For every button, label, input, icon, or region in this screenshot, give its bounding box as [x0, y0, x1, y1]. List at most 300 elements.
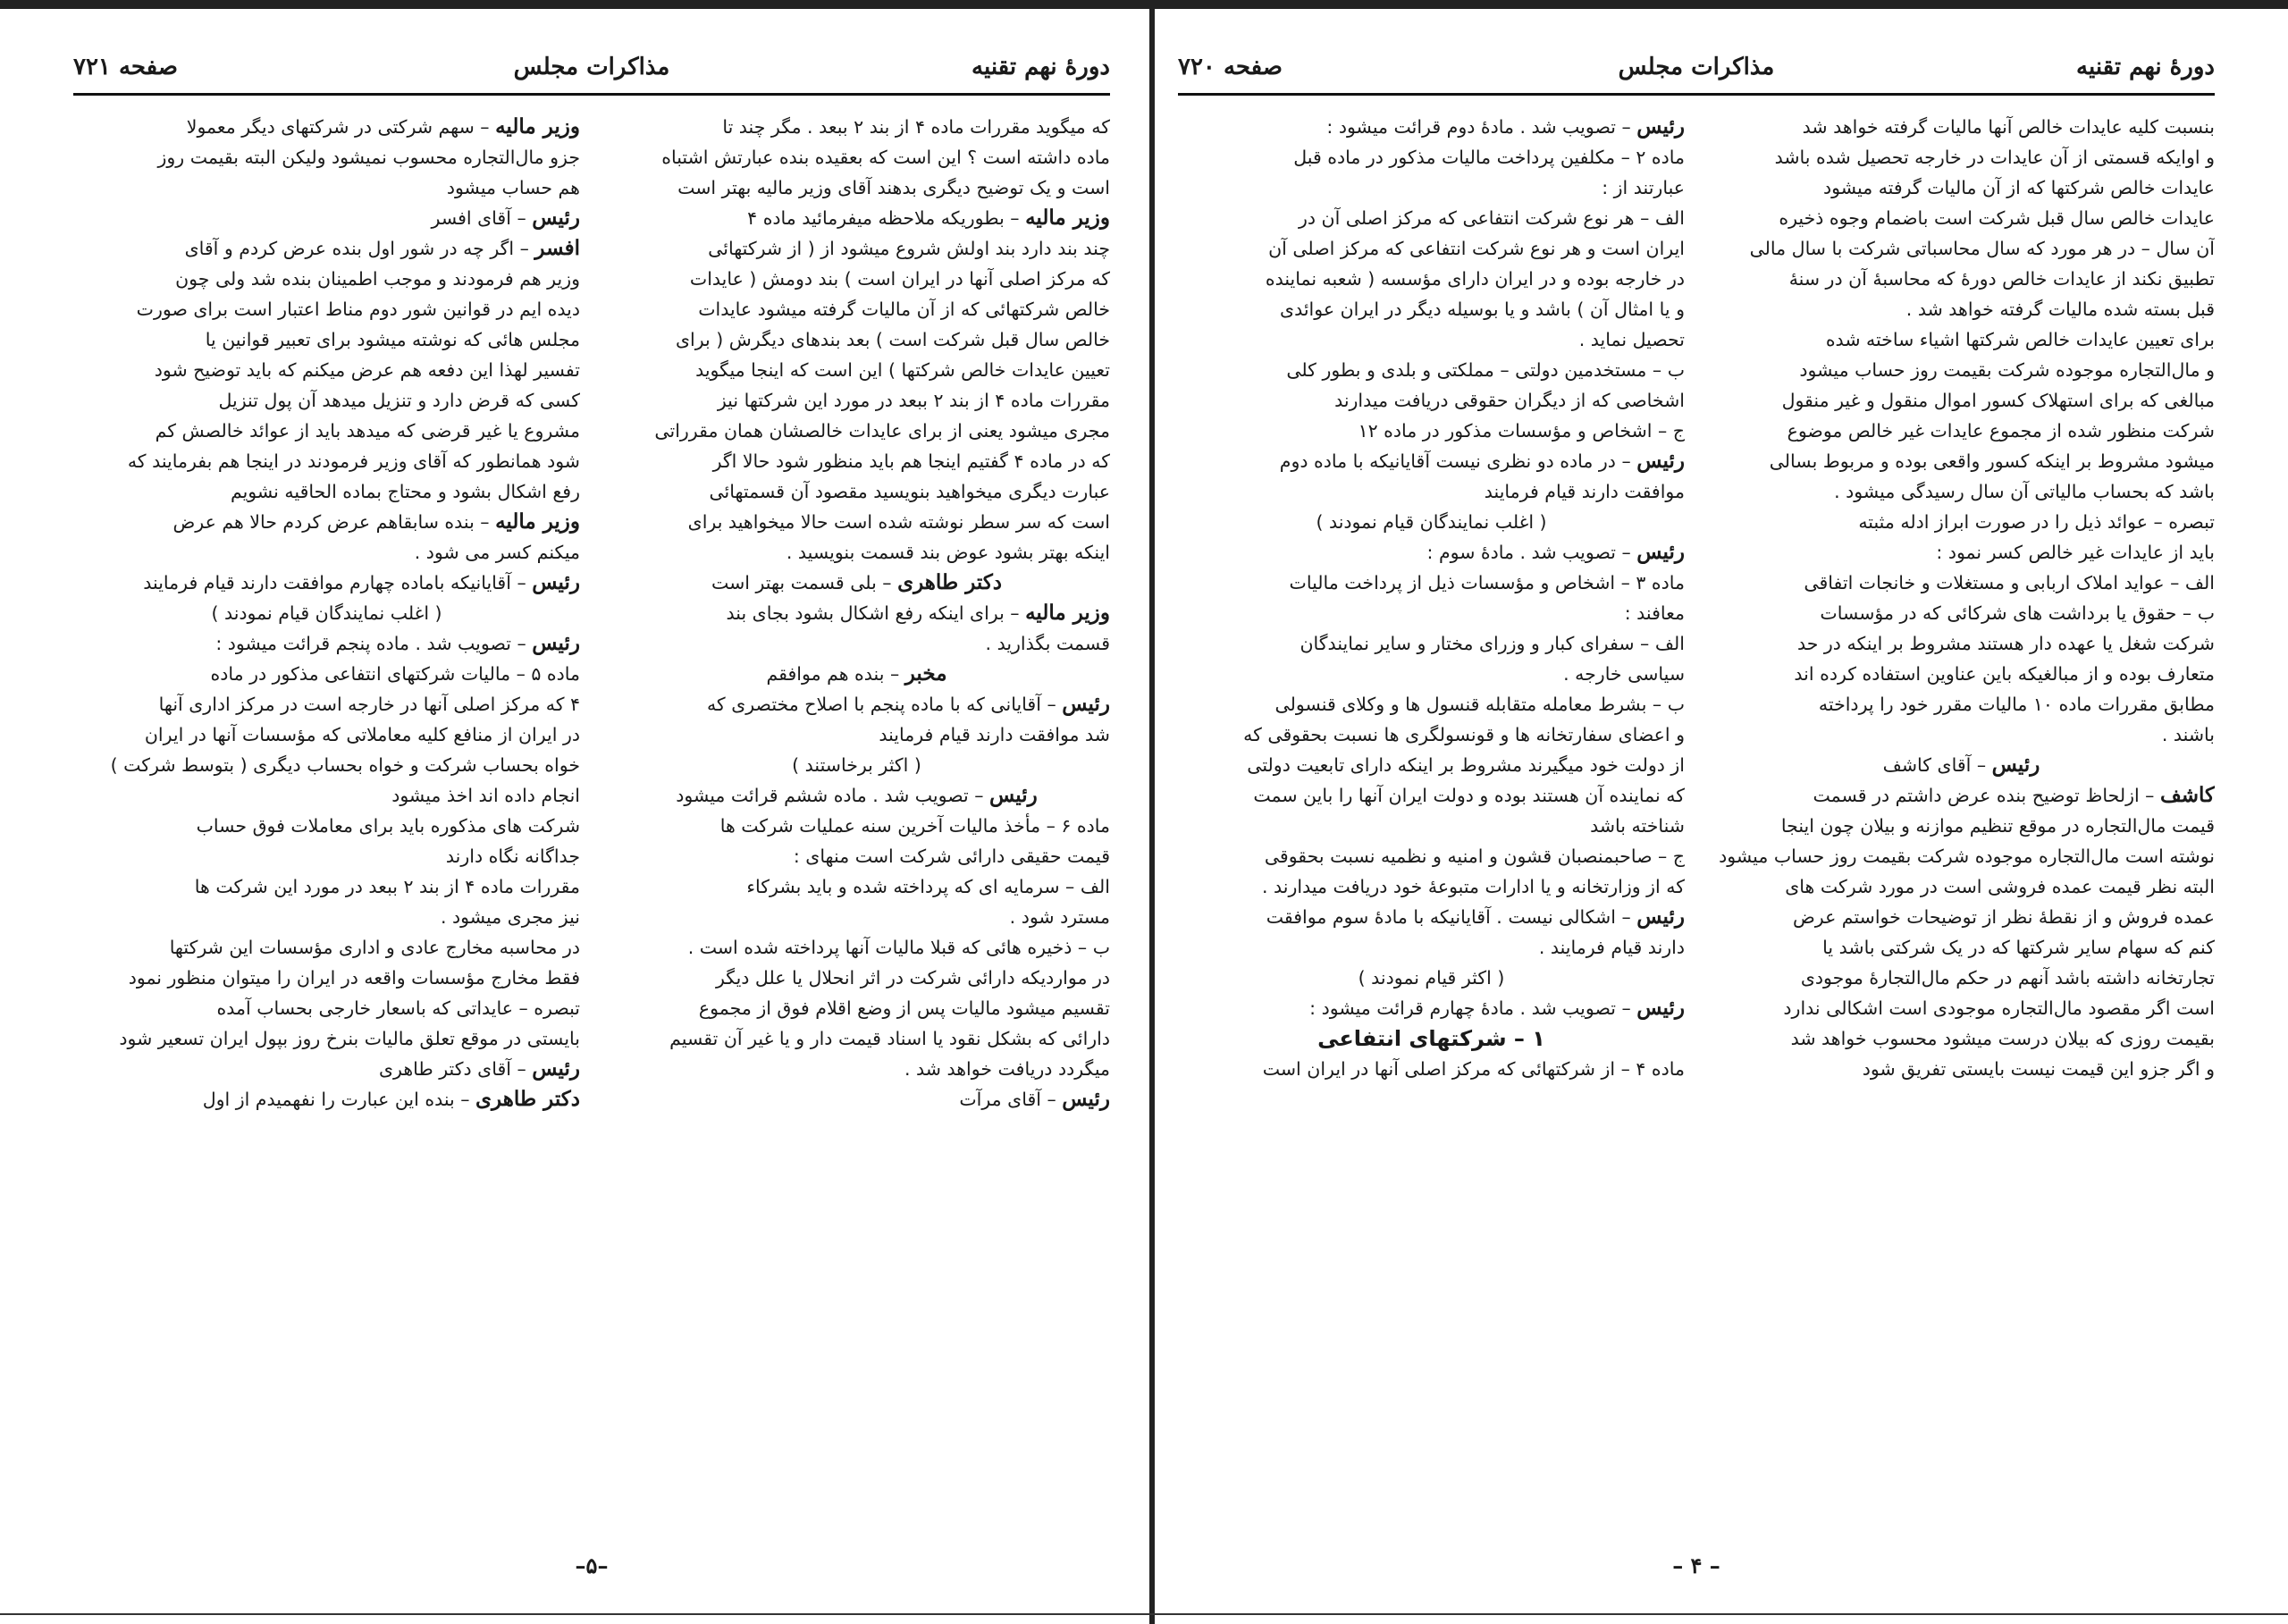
line-text: عایدات خالص سال قبل شرکت است باضمام وجوه ذخیره — [1779, 207, 2215, 229]
text-line — [1708, 568, 2215, 598]
text-line — [1178, 719, 1685, 750]
speaker-name: رئیس — [1636, 905, 1685, 929]
line-text: است و یک توضیح دیگری بدهند آقای وزیر مالیه بهتر است — [677, 177, 1110, 198]
line-text: ماده ۲ – مکلفین پرداخت مالیات مذکور در ماده قبل — [1293, 147, 1685, 168]
line-text: بقیمت روزی که بیلان درست میشود محسوب خواهد شد — [1790, 1028, 2215, 1049]
text-line — [1708, 598, 2215, 628]
text-line — [1708, 142, 2215, 172]
line-text: – آقای مرآت — [959, 1089, 1063, 1110]
text-line — [1178, 446, 1685, 476]
text-line — [1178, 841, 1685, 871]
text-line — [1178, 355, 1685, 385]
line-text: شرکت منظور شده از مجموع عایدات غیر خالص موضوع — [1787, 420, 2215, 442]
text-line — [73, 993, 580, 1023]
text-line — [603, 294, 1110, 324]
line-text: قیمت حقیقی دارائی شرکت است منهای : — [793, 846, 1110, 867]
text-line — [603, 628, 1110, 659]
text-line — [73, 871, 580, 902]
text-line — [73, 568, 580, 598]
text-line — [73, 355, 580, 385]
line-text: خالص سال قبل شرکت است ) بعد بندهای دیگرش ( برای — [675, 329, 1110, 350]
text-line — [1178, 628, 1685, 659]
line-text: است که سر سطر نوشته شده است حالا میخواهید برای — [687, 511, 1110, 533]
line-text: سیاسی خارجه . — [1563, 663, 1685, 685]
left-page — [73, 46, 1110, 1602]
line-text: انجام داده اند اخذ میشود — [391, 785, 580, 806]
text-line — [603, 780, 1110, 811]
text-line — [603, 719, 1110, 750]
line-text: عبارتند از : — [1602, 177, 1685, 198]
text-line — [1708, 841, 2215, 871]
text-line — [603, 659, 1110, 689]
text-line — [1708, 932, 2215, 963]
speaker-name: وزیر مالیه — [495, 114, 580, 139]
text-line — [73, 294, 580, 324]
line-text: فقط مخارج مؤسسات واقعه در ایران را میتوان منظور نمود — [128, 967, 580, 989]
line-text: باشند . — [2161, 724, 2215, 745]
text-line — [1708, 1054, 2215, 1084]
text-line — [73, 689, 580, 719]
line-text: مبالغی که برای استهلاک کسور اموال منقول و غیر منقول — [1781, 390, 2215, 411]
text-line — [73, 385, 580, 416]
text-line — [73, 233, 580, 264]
speaker-name: رئیس — [532, 631, 580, 655]
line-text: قیمت مال‌التجاره در موقع تنظیم موازنه و بیلان چون اینجا — [1780, 815, 2215, 837]
speaker-name: رئیس — [988, 783, 1038, 807]
text-line — [1178, 598, 1685, 628]
text-line — [603, 750, 1110, 780]
text-line — [73, 841, 580, 871]
line-text: الف – عواید املاک اربابی و مستغلات و خانجات اتفاقی — [1804, 572, 2215, 593]
line-text: ۱ – شرکتهای انتفاعی — [1317, 1026, 1545, 1051]
text-line — [73, 537, 580, 568]
text-line — [1708, 993, 2215, 1023]
line-text: و اعضای سفارتخانه ها و قونسولگری ها نسبت بحقوقی که — [1243, 724, 1685, 745]
speaker-name: رئیس — [1636, 114, 1685, 139]
text-line — [73, 902, 580, 932]
line-text: ایران است و هر نوع شرکت انتفاعی که مرکز اصلی آن — [1268, 238, 1685, 259]
left-page-col-left — [603, 112, 1110, 1115]
text-line — [603, 385, 1110, 416]
line-text: تقسیم میشود مالیات پس از وضع اقلام فوق از مجموع — [698, 997, 1110, 1019]
left-page-header — [73, 46, 1110, 88]
text-line — [1178, 385, 1685, 416]
text-line — [73, 203, 580, 233]
left-page-number: صفحه ۷۲۱ — [73, 54, 178, 80]
line-text: – آقایانی که با ماده پنجم با اصلاح مختصری که — [706, 694, 1063, 715]
right-page-session: دورهٔ نهم تقنیه — [2076, 54, 2215, 80]
line-text: دارند قیام فرمایند . — [1538, 937, 1685, 958]
text-line — [1708, 294, 2215, 324]
line-text: میکنم کسر می شود . — [414, 542, 580, 563]
text-line — [73, 112, 580, 142]
line-text: – آقای کاشف — [1882, 754, 1992, 776]
line-text: – سهم شرکتی در شرکتهای دیگر معمولا — [186, 116, 496, 138]
left-page-col-right — [73, 112, 580, 1115]
line-text: ماده ۳ – اشخاص و مؤسسات ذیل از پرداخت مالیات — [1289, 572, 1685, 593]
text-line — [1708, 355, 2215, 385]
text-line — [1178, 233, 1685, 264]
line-text: – اگر چه در شور اول بنده عرض کردم و آقای — [184, 238, 535, 259]
text-line — [1708, 1023, 2215, 1054]
line-text: برای تعیین عایدات خالص شرکتها اشیاء ساخته شده — [1825, 329, 2215, 350]
line-text: عبارت دیگری میخواهید بنویسید مقصود آن قسمتهائی — [709, 481, 1110, 502]
line-text: مجلس هائی که نوشته میشود برای تعبیر قوانین یا — [205, 329, 580, 350]
speaker-name: وزیر مالیه — [1025, 206, 1110, 230]
line-text: نوشته است مال‌التجاره موجوده شرکت بقیمت روز حساب میشود — [1719, 846, 2215, 867]
line-text: ب – ذخیره هائی که قبلا مالیات آنها پرداخته شده است . — [687, 937, 1110, 958]
line-text: که از وزارتخانه و یا ادارات متبوعهٔ خود دریافت میدارند . — [1261, 876, 1685, 897]
speaker-name: وزیر مالیه — [1025, 601, 1110, 625]
text-line — [1708, 203, 2215, 233]
text-line — [1708, 476, 2215, 507]
line-text: – تصویب شد . مادهٔ دوم قرائت میشود : — [1326, 116, 1637, 138]
line-text: شرکت های مذکوره باید برای معاملات فوق حساب — [196, 815, 580, 837]
line-text: شود همانطور که آقای وزیر فرمودند در اینجا هم بفرمایند که — [127, 450, 580, 472]
text-line — [1708, 902, 2215, 932]
text-line — [1708, 385, 2215, 416]
text-line — [603, 902, 1110, 932]
text-line — [1708, 507, 2215, 537]
text-line — [603, 537, 1110, 568]
line-text: که مرکز اصلی آنها در ایران است ) بند دومش ( عایدات — [689, 268, 1110, 290]
text-line — [603, 1054, 1110, 1084]
text-line — [1178, 172, 1685, 203]
text-line — [1708, 446, 2215, 476]
text-line — [1708, 233, 2215, 264]
page-bottom-edge — [0, 1613, 2288, 1615]
line-text: مجری میشود یعنی از برای عایدات خالصشان همان مقرراتی — [654, 420, 1110, 442]
text-line — [1178, 689, 1685, 719]
text-line — [1708, 659, 2215, 689]
line-text: ماده داشته است ؟ این است که بعقیده بنده عبارتش اشتباه — [661, 147, 1110, 168]
line-text: کسی که قرض دارد و تنزیل میدهد آن پول تنزیل — [218, 390, 580, 411]
line-text: تعیین عایدات خالص شرکتها ) این است که اینجا میگوید — [695, 359, 1110, 381]
text-line — [1178, 203, 1685, 233]
line-text: که نماینده آن هستند بوده و دولت ایران آنها را باین سمت — [1253, 785, 1685, 806]
right-page-col-left — [1708, 112, 2215, 1084]
text-line — [1708, 780, 2215, 811]
text-line — [603, 355, 1110, 385]
text-line — [1178, 1054, 1685, 1084]
line-text: و یا امثال آن ) باشد و یا بوسیله دیگر در ایران عوائدی — [1280, 299, 1685, 320]
speaker-name: رئیس — [532, 1056, 580, 1081]
line-text: ب – حقوق یا برداشت های شرکائی که در مؤسسات — [1820, 602, 2215, 624]
text-line — [1178, 993, 1685, 1023]
line-text: شد موافقت دارند قیام فرمایند — [879, 724, 1110, 745]
line-text: بایستی در موقع تعلق مالیات بنرخ روز بپول ایران تسعیر شود — [119, 1028, 580, 1049]
line-text: میگردد دریافت خواهد شد . — [904, 1058, 1110, 1080]
line-text: که در ماده ۴ گفتیم اینجا هم باید منظور شود حالا اگر — [712, 450, 1110, 472]
line-text: موافقت دارند قیام فرمایند — [1484, 481, 1685, 502]
line-text: ( اکثر برخاستند ) — [792, 754, 921, 776]
line-text: – تصویب شد . مادهٔ سوم : — [1426, 542, 1637, 563]
line-text: ( اغلب نمایندگان قیام نمودند ) — [211, 602, 442, 624]
line-text: وزیر هم فرمودند و موجب اطمینان بنده شد ولی چون — [175, 268, 580, 290]
text-line — [1178, 507, 1685, 537]
speaker-name: دکتر طاهری — [897, 570, 1003, 594]
line-text: و مال‌التجاره موجوده شرکت بقیمت روز حساب میشود — [1799, 359, 2215, 381]
line-text: مسترد شود . — [1009, 906, 1110, 928]
right-page-footer: – ۴ – — [1672, 1552, 1720, 1578]
text-line — [603, 963, 1110, 993]
text-line — [603, 811, 1110, 841]
text-line — [1178, 416, 1685, 446]
text-line — [1178, 811, 1685, 841]
line-text: اینکه بهتر بشود عوض بند قسمت بنویسید . — [786, 542, 1110, 563]
line-text: در ایران از منافع کلیه معاملاتی که مؤسسات آنها در ایران — [144, 724, 580, 745]
line-text: باید از عایدات غیر خالص کسر نمود : — [1936, 542, 2215, 563]
text-line — [1708, 416, 2215, 446]
line-text: از دولت خود میگیرند مشروط بر اینکه دارای تابعیت دولتی — [1247, 754, 1685, 776]
line-text: بنسبت کلیه عایدات خالص آنها مالیات گرفته خواهد شد — [1802, 116, 2215, 138]
line-text: الف – هر نوع شرکت انتفاعی که مرکز اصلی آن در — [1299, 207, 1685, 229]
text-line — [1178, 264, 1685, 294]
text-line — [1178, 537, 1685, 568]
line-text: – در ماده دو نظری نیست آقایانیکه با ماده دوم — [1279, 450, 1637, 472]
text-line — [1708, 628, 2215, 659]
text-line — [1178, 294, 1685, 324]
page-top-edge — [0, 0, 2288, 9]
text-line — [603, 507, 1110, 537]
text-line — [603, 203, 1110, 233]
text-line — [1708, 871, 2215, 902]
line-text: در محاسبه مخارج عادی و اداری مؤسسات این شرکتها — [169, 937, 580, 958]
line-text: ج – اشخاص و مؤسسات مذکور در ماده ۱۲ — [1358, 420, 1685, 442]
speaker-name: مخبر — [904, 661, 947, 686]
line-text: تطبیق نکند از عایدات خالص دورهٔ که محاسبهٔ آن در سنهٔ — [1788, 268, 2215, 290]
text-line — [603, 264, 1110, 294]
text-line — [73, 628, 580, 659]
text-line — [73, 416, 580, 446]
speaker-name: رئیس — [1636, 449, 1685, 473]
text-line — [1708, 811, 2215, 841]
text-line — [1178, 324, 1685, 355]
text-line — [73, 142, 580, 172]
right-page-header — [1178, 46, 2215, 88]
text-line — [1178, 780, 1685, 811]
text-line — [1178, 750, 1685, 780]
text-line — [1708, 689, 2215, 719]
line-text: ج – صاحبمنصبان قشون و امنیه و نظمیه نسبت بحقوقی — [1264, 846, 1685, 867]
text-line — [603, 446, 1110, 476]
line-text: – آقایانیکه باماده چهارم موافقت دارند قیام فرمایند — [143, 572, 533, 593]
line-text: ب – مستخدمین دولتی – مملکتی و بلدی و بطور کلی — [1286, 359, 1685, 381]
text-line — [1178, 568, 1685, 598]
left-header-rule — [73, 93, 1110, 96]
line-text: متعارف بوده و از مبالغیکه باین عناوین استفاده کرده اند — [1794, 663, 2215, 685]
line-text: – بطوریکه ملاحظه میفرمائید ماده ۴ — [747, 207, 1026, 229]
line-text: – ازلحاظ توضیح بنده عرض داشتم در قسمت — [1813, 785, 2160, 806]
line-text: رفع اشکال بشود و محتاج بماده الحاقیه نشویم — [230, 481, 580, 502]
line-text: در مواردیکه دارائی شرکت در اثر انحلال یا علل دیگر — [715, 967, 1110, 989]
line-text: ۴ که مرکز اصلی آنها در خارجه است در مرکز اداری آنها — [158, 694, 580, 715]
line-text: در خارجه بوده و در ایران دارای مؤسسه ( شعبه نماینده — [1265, 268, 1685, 290]
text-line — [603, 689, 1110, 719]
speaker-name: رئیس — [1062, 1087, 1110, 1111]
line-text: جزو مال‌التجاره محسوب نمیشود ولیکن البته بقیمت روز — [157, 147, 580, 168]
text-line — [1708, 537, 2215, 568]
text-line — [1708, 963, 2215, 993]
left-page-session: دورهٔ نهم تقنیه — [972, 54, 1110, 80]
speaker-name: دکتر طاهری — [475, 1087, 580, 1111]
text-line — [73, 932, 580, 963]
line-text: خالص شرکتهائی که از آن مالیات گرفته میشود عایدات — [698, 299, 1110, 320]
right-page — [1178, 46, 2215, 1602]
line-text: – بنده این عبارت را نفهمیدم از اول — [202, 1089, 476, 1110]
line-text: است اگر مقصود مال‌التجاره موجودی است اشکالی ندارد — [1783, 997, 2215, 1019]
text-line — [1178, 142, 1685, 172]
line-text: – تصویب شد . ماده پنجم قرائت میشود : — [215, 633, 533, 654]
text-line — [603, 841, 1110, 871]
line-text: مطابق مقررات ماده ۱۰ مالیات مقرر خود را پرداخته — [1818, 694, 2215, 715]
text-line — [603, 598, 1110, 628]
line-text: میشود مشروط بر اینکه کسور واقعی بوده و مربوط بسالی — [1769, 450, 2215, 472]
line-text: – تصویب شد . مادهٔ چهارم قرائت میشود : — [1309, 997, 1637, 1019]
line-text: ماده ۶ – مأخذ مالیات آخرین سنه عملیات شرکت ها — [719, 815, 1110, 837]
right-header-rule — [1178, 93, 2215, 96]
line-text: تحصیل نماید . — [1578, 329, 1685, 350]
speaker-name: کاشف — [2159, 783, 2215, 807]
text-line — [603, 993, 1110, 1023]
text-line — [1708, 112, 2215, 142]
line-text: دارائی که بشکل نقود یا اسناد قیمت دار و یا غیر آن تقسیم — [669, 1028, 1110, 1049]
text-line — [73, 659, 580, 689]
line-text: – تصویب شد . ماده ششم قرائت میشود — [676, 785, 989, 806]
text-line — [73, 264, 580, 294]
text-line — [73, 750, 580, 780]
line-text: ماده ۵ – مالیات شرکتهای انتفاعی مذکور در ماده — [210, 663, 580, 685]
line-text: جداگانه نگاه دارند — [445, 846, 580, 867]
line-text: تفسیر لهذا این دفعه هم عرض میکنم که باید توضیح شود — [154, 359, 580, 381]
line-text: معافند : — [1624, 602, 1685, 624]
line-text: چند بند دارد بند اولش شروع میشود از ( از شرکتهائی — [708, 238, 1110, 259]
right-page-col-right — [1178, 112, 1685, 1084]
line-text: تجارتخانه داشته باشد آنهم در حکم مال‌التجارهٔ موجودی — [1800, 967, 2215, 989]
text-line — [603, 871, 1110, 902]
speaker-name: رئیس — [1636, 540, 1685, 564]
line-text: – آقای افسر — [431, 207, 533, 229]
line-text: قبل بسته شده مالیات گرفته خواهد شد . — [1905, 299, 2215, 320]
line-text: شناخته باشد — [1590, 815, 1685, 837]
line-text: ب – بشرط معامله متقابله قنسول ها و وکلای قنسولی — [1274, 694, 1685, 715]
line-text: نیز مجری میشود . — [440, 906, 580, 928]
text-line — [1708, 719, 2215, 750]
text-line — [603, 476, 1110, 507]
text-line — [1178, 112, 1685, 142]
line-text: مشروع یا غیر قرضی که میدهد باید از عوائد خالصش کم — [155, 420, 580, 442]
text-line — [73, 507, 580, 537]
line-text: الف – سرمایه ای که پرداخته شده و باید بشرکاء — [746, 876, 1110, 897]
line-text: قسمت بگذارید . — [985, 633, 1110, 654]
line-text: عمده فروش و از نقطهٔ نظر از توضیحات خواستم عرض — [1792, 906, 2215, 928]
text-line — [1708, 172, 2215, 203]
text-line — [73, 719, 580, 750]
line-text: باشد که بحساب مالیاتی آن سال رسیدگی میشود . — [1834, 481, 2215, 502]
line-text: تبصره – عوائد ذیل را در صورت ابراز ادله مثبته — [1858, 511, 2215, 533]
line-text: – بنده هم موافقم — [766, 663, 905, 685]
left-page-footer: –۵– — [575, 1552, 609, 1578]
line-text: آن سال – در هر مورد که سال محاسباتی شرکت با سال مالی — [1749, 238, 2215, 259]
line-text: که میگوید مقررات ماده ۴ از بند ۲ ببعد . مگر چند تا — [722, 116, 1110, 138]
text-line — [603, 1084, 1110, 1115]
text-line — [1178, 902, 1685, 932]
line-text: – اشکالی نیست . آقایانیکه با مادهٔ سوم موافقت — [1266, 906, 1637, 928]
line-text: – بنده سابقاهم عرض کردم حالا هم عرض — [172, 511, 496, 533]
text-line — [603, 233, 1110, 264]
line-text: ( اکثر قیام نمودند ) — [1358, 967, 1505, 989]
right-page-number: صفحه ۷۲۰ — [1178, 54, 1283, 80]
text-line — [1178, 1023, 1685, 1054]
text-line — [1178, 963, 1685, 993]
text-line — [1708, 264, 2215, 294]
text-line — [73, 1054, 580, 1084]
text-line — [1178, 476, 1685, 507]
right-page-title: مذاکرات مجلس — [1618, 54, 1775, 80]
text-line — [603, 568, 1110, 598]
text-line — [73, 1023, 580, 1054]
line-text: دیده ایم در قوانین شور دوم مناط اعتبار است برای صورت — [136, 299, 580, 320]
line-text: – آقای دکتر طاهری — [379, 1058, 533, 1080]
text-line — [1708, 750, 2215, 780]
line-text: اشخاصی که از دیگران حقوقی دریافت میدارند — [1334, 390, 1685, 411]
line-text: عایدات خالص شرکتها که از آن مالیات گرفته میشود — [1823, 177, 2215, 198]
text-line — [1178, 659, 1685, 689]
line-text: ( اغلب نمایندگان قیام نمودند ) — [1316, 511, 1547, 533]
line-text: و اوایکه قسمتی از آن عایدات در خارجه تحصیل شده باشد — [1774, 147, 2215, 168]
speaker-name: رئیس — [1062, 692, 1110, 716]
speaker-name: افسر — [534, 236, 580, 260]
line-text: ماده ۴ – از شرکتهائی که مرکز اصلی آنها در ایران است — [1262, 1058, 1685, 1080]
speaker-name: رئیس — [532, 206, 580, 230]
line-text: – برای اینکه رفع اشکال بشود بجای بند — [726, 602, 1026, 624]
line-text: مقررات ماده ۴ از بند ۲ ببعد در مورد این شرکت ها — [194, 876, 580, 897]
line-text: مقررات ماده ۴ از بند ۲ ببعد در مورد این شرکتها نیز — [717, 390, 1110, 411]
text-line — [73, 811, 580, 841]
text-line — [73, 324, 580, 355]
text-line — [603, 112, 1110, 142]
text-line — [1178, 871, 1685, 902]
line-text: و اگر جزو این قیمت نیست بایستی تفریق شود — [1862, 1058, 2215, 1080]
speaker-name: رئیس — [532, 570, 580, 594]
line-text: الف – سفرای کبار و وزرای مختار و سایر نمایندگان — [1300, 633, 1685, 654]
line-text: خواه بحساب شرکت و خواه بحساب دیگری ( بتوسط شرکت ) — [110, 754, 580, 776]
speaker-name: وزیر مالیه — [495, 509, 580, 534]
text-line — [603, 932, 1110, 963]
text-line — [73, 1084, 580, 1115]
text-line — [603, 416, 1110, 446]
text-line — [73, 446, 580, 476]
line-text: – بلی قسمت بهتر است — [711, 572, 898, 593]
text-line — [73, 963, 580, 993]
text-line — [1708, 324, 2215, 355]
text-line — [603, 324, 1110, 355]
line-text: کنم که سهام سایر شرکتها که در یک شرکتی باشد یا — [1822, 937, 2215, 958]
text-line — [73, 476, 580, 507]
line-text: هم حساب میشود — [446, 177, 580, 198]
book-spine — [1149, 0, 1155, 1624]
speaker-name: رئیس — [1636, 996, 1685, 1020]
line-text: البته نظر قیمت عمده فروشی است در مورد شرکت های — [1785, 876, 2215, 897]
text-line — [603, 142, 1110, 172]
line-text: تبصره – عایداتی که باسعار خارجی بحساب آمده — [216, 997, 580, 1019]
text-line — [603, 1023, 1110, 1054]
text-line — [1178, 932, 1685, 963]
speaker-name: رئیس — [1991, 753, 2040, 777]
left-page-title: مذاکرات مجلس — [513, 54, 670, 80]
text-line — [73, 598, 580, 628]
line-text: شرکت شغل یا عهده دار هستند مشروط بر اینکه در حد — [1796, 633, 2215, 654]
